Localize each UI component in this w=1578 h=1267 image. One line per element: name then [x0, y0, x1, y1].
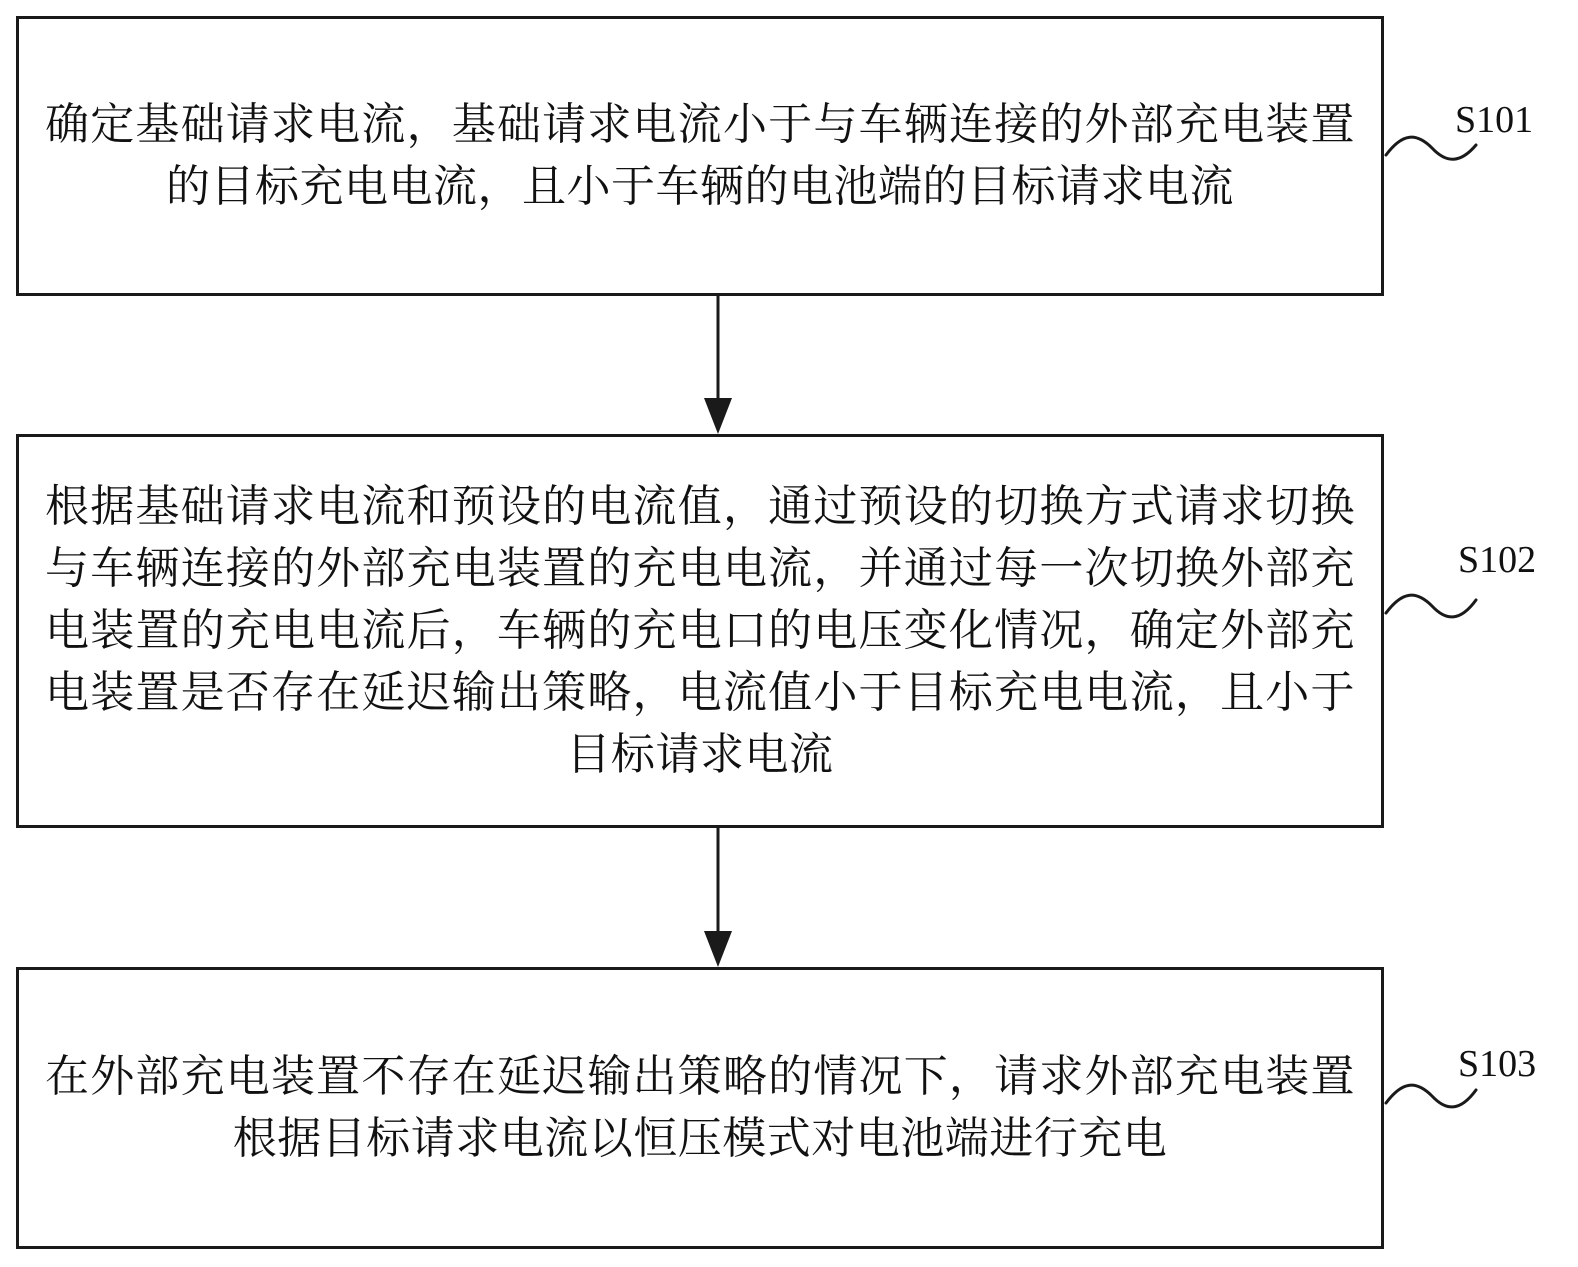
- leader-wave-s103: [1386, 1085, 1476, 1107]
- step-label-s101: S101: [1455, 99, 1534, 141]
- step-box-s103: [16, 967, 1384, 1249]
- step-text-s103: 在外部充电装置不存在延迟输出策略的情况下，请求外部充电装置根据目标请求电流以恒压模式对电池端进行充电: [45, 1051, 1355, 1164]
- step-text-s101: 确定基础请求电流，基础请求电流小于与车辆连接的外部充电装置的目标充电电流，且小于车辆的电池端的目标请求电流: [45, 99, 1355, 212]
- step-box-s102: [16, 434, 1384, 828]
- leader-wave-s102: [1386, 595, 1476, 617]
- arrow-s101-to-s102: [704, 296, 732, 434]
- step-text-s102: 根据基础请求电流和预设的电流值，通过预设的切换方式请求切换与车辆连接的外部充电装置的充电电流，并通过每一次切换外部充电装置的充电电流后，车辆的充电口的电压变化情况，确定外部充电装置是否存在延迟输出策略，电流值小于目标充电电流，且小于目标请求电流: [45, 481, 1355, 780]
- step-box-s101: [16, 16, 1384, 296]
- arrow-s102-to-s103: [704, 828, 732, 967]
- step-label-s103: S103: [1458, 1043, 1537, 1085]
- step-label-s102: S102: [1458, 539, 1537, 581]
